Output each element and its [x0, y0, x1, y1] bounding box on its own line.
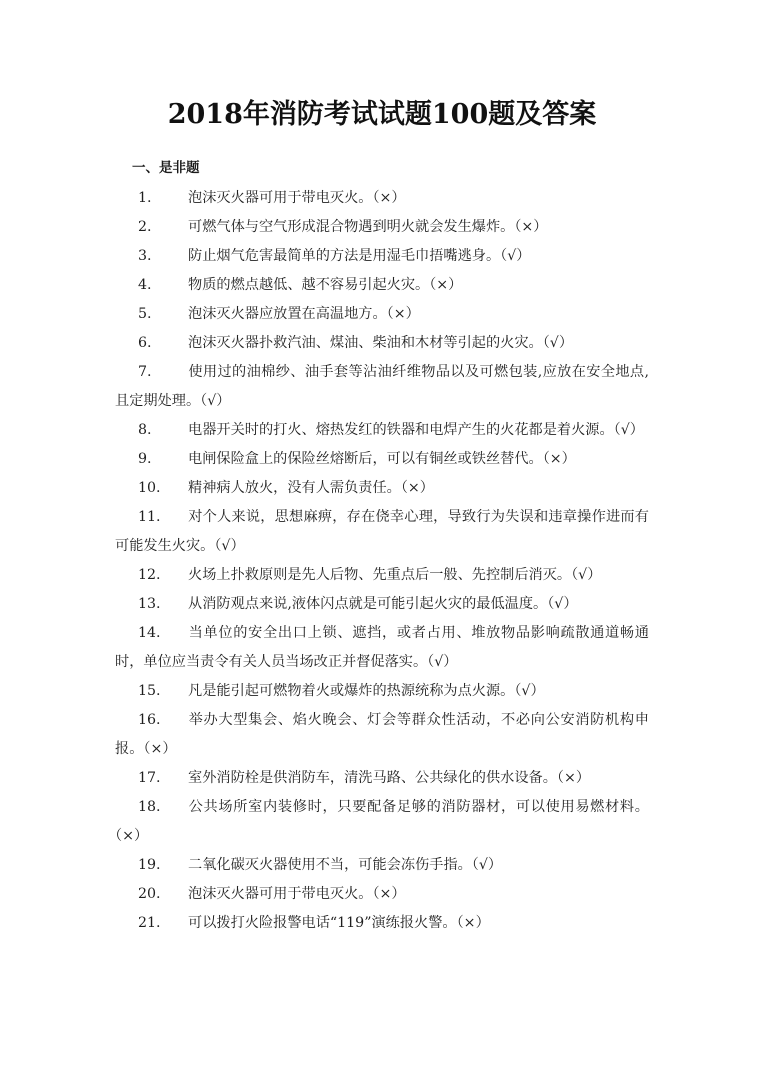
question-answer: （√）	[542, 335, 574, 351]
question-answer: （√）	[200, 393, 231, 409]
question-item	[115, 474, 649, 503]
question-item	[115, 213, 649, 242]
question-text: 可燃气体与空气形成混合物遇到明火就会发生爆炸。	[188, 219, 515, 235]
question-answer: （√）	[214, 538, 245, 554]
question-number: 19.	[138, 857, 161, 873]
question-item	[115, 503, 649, 561]
question-item	[115, 590, 649, 619]
question-number: 8.	[138, 422, 152, 438]
question-item	[115, 851, 649, 880]
question-text: 使用过的油棉纱、油手套等沾油纤维物品以及可燃包装,应放在安全地点,且定期处理。	[115, 364, 649, 409]
document-content	[115, 96, 649, 938]
question-answer: （√）	[613, 422, 644, 438]
question-text: 物质的燃点越低、越不容易引起火灾。	[188, 277, 430, 293]
question-text: 火场上扑救原则是先人后物、先重点后一般、先控制后消灭。	[188, 567, 572, 583]
question-item	[115, 561, 649, 590]
question-text: 泡沫灭火器应放置在高温地方。	[188, 306, 387, 322]
question-text: 公共场所室内装修时，只要配备足够的消防器材，可以使用易燃材料。	[188, 799, 649, 815]
question-answer: （×）	[400, 480, 434, 496]
question-text: 精神病人放火，没有人需负责任。	[188, 480, 401, 496]
question-text: 泡沫灭火器可用于带电灭火。	[188, 886, 373, 902]
question-list	[115, 184, 649, 938]
question-item	[115, 271, 649, 300]
question-number: 5.	[138, 306, 152, 322]
page-title: 2018年消防考试试题100题及答案	[167, 99, 597, 130]
question-item	[115, 677, 649, 706]
question-answer: （×）	[456, 915, 490, 931]
question-answer: （√）	[547, 596, 578, 612]
question-answer: （×）	[372, 886, 406, 902]
question-number: 12.	[138, 567, 161, 583]
question-number: 20.	[138, 886, 161, 902]
question-answer: （×）	[429, 277, 463, 293]
question-item	[115, 880, 649, 909]
question-text: 泡沫灭火器可用于带电灭火。	[188, 190, 373, 206]
question-text: 二氧化碳灭火器使用不当，可能会冻伤手指。	[188, 857, 472, 873]
question-text: 电器开关时的打火、熔热发红的铁器和电焊产生的火花都是着火源。	[188, 422, 614, 438]
question-item	[115, 242, 649, 271]
question-number: 15.	[138, 683, 161, 699]
question-item	[115, 184, 649, 213]
question-answer: （×）	[386, 306, 420, 322]
question-answer: （√）	[514, 683, 545, 699]
question-item	[115, 358, 649, 416]
question-number: 18.	[138, 799, 161, 815]
question-answer: （×）	[514, 219, 548, 235]
question-text: 从消防观点来说,液体闪点就是可能引起火灾的最低温度。	[188, 596, 548, 612]
question-item	[115, 300, 649, 329]
question-answer: （√）	[471, 857, 503, 873]
question-answer: （×）	[143, 741, 177, 757]
question-number: 16.	[138, 712, 161, 728]
question-text: 凡是能引起可燃物着火或爆炸的热源统称为点火源。	[188, 683, 515, 699]
question-item	[115, 793, 649, 851]
question-text: 泡沫灭火器扑救汽油、煤油、柴油和木材等引起的火灾。	[188, 335, 543, 351]
question-number: 13.	[138, 596, 161, 612]
question-number: 6.	[138, 335, 152, 351]
question-answer: （×）	[372, 190, 406, 206]
question-answer: （×）	[556, 770, 591, 786]
section-heading-true-false: 一、是非题	[132, 160, 200, 176]
question-item	[115, 445, 649, 474]
question-number: 7.	[138, 364, 152, 380]
question-answer: （√）	[427, 654, 458, 670]
question-number: 4.	[138, 277, 152, 293]
question-answer: （×）	[542, 451, 576, 467]
question-number: 9.	[138, 451, 152, 467]
question-number: 11.	[138, 509, 161, 525]
question-answer: （√）	[500, 248, 531, 264]
question-text: 室外消防栓是供消防车，清洗马路、公共绿化的供水设备。	[188, 770, 557, 786]
question-text: 当单位的安全出口上锁、遮挡，或者占用、堆放物品影响疏散通道畅通时，单位应当责令有关人员当场改正并督促落实。	[115, 625, 649, 670]
question-item	[115, 619, 649, 677]
question-item	[115, 764, 649, 793]
question-text: 可以拨打火险报警电话“119”演练报火警。	[188, 915, 457, 931]
question-text: 对个人来说，思想麻痹，存在侥幸心理，导致行为失误和违章操作进而有可能发生火灾。	[115, 509, 649, 554]
question-number: 3.	[138, 248, 152, 264]
question-text: 电闸保险盒上的保险丝熔断后，可以有铜丝或铁丝替代。	[188, 451, 543, 467]
question-text: 防止烟气危害最简单的方法是用湿毛巾捂嘴逃身。	[188, 248, 501, 264]
question-number: 1.	[138, 190, 152, 206]
question-number: 2.	[138, 219, 152, 235]
question-number: 17.	[138, 770, 161, 786]
question-answer: （√）	[571, 567, 602, 583]
question-text: 举办大型集会、焰火晚会、灯会等群众性活动，不必向公安消防机构申报。	[115, 712, 649, 757]
question-item	[115, 329, 649, 358]
question-number: 10.	[138, 480, 161, 496]
question-answer: （×）	[115, 828, 149, 844]
question-item	[115, 416, 649, 445]
question-item	[115, 706, 649, 764]
question-item	[115, 909, 649, 938]
question-number: 14.	[138, 625, 161, 641]
question-number: 21.	[138, 915, 161, 931]
